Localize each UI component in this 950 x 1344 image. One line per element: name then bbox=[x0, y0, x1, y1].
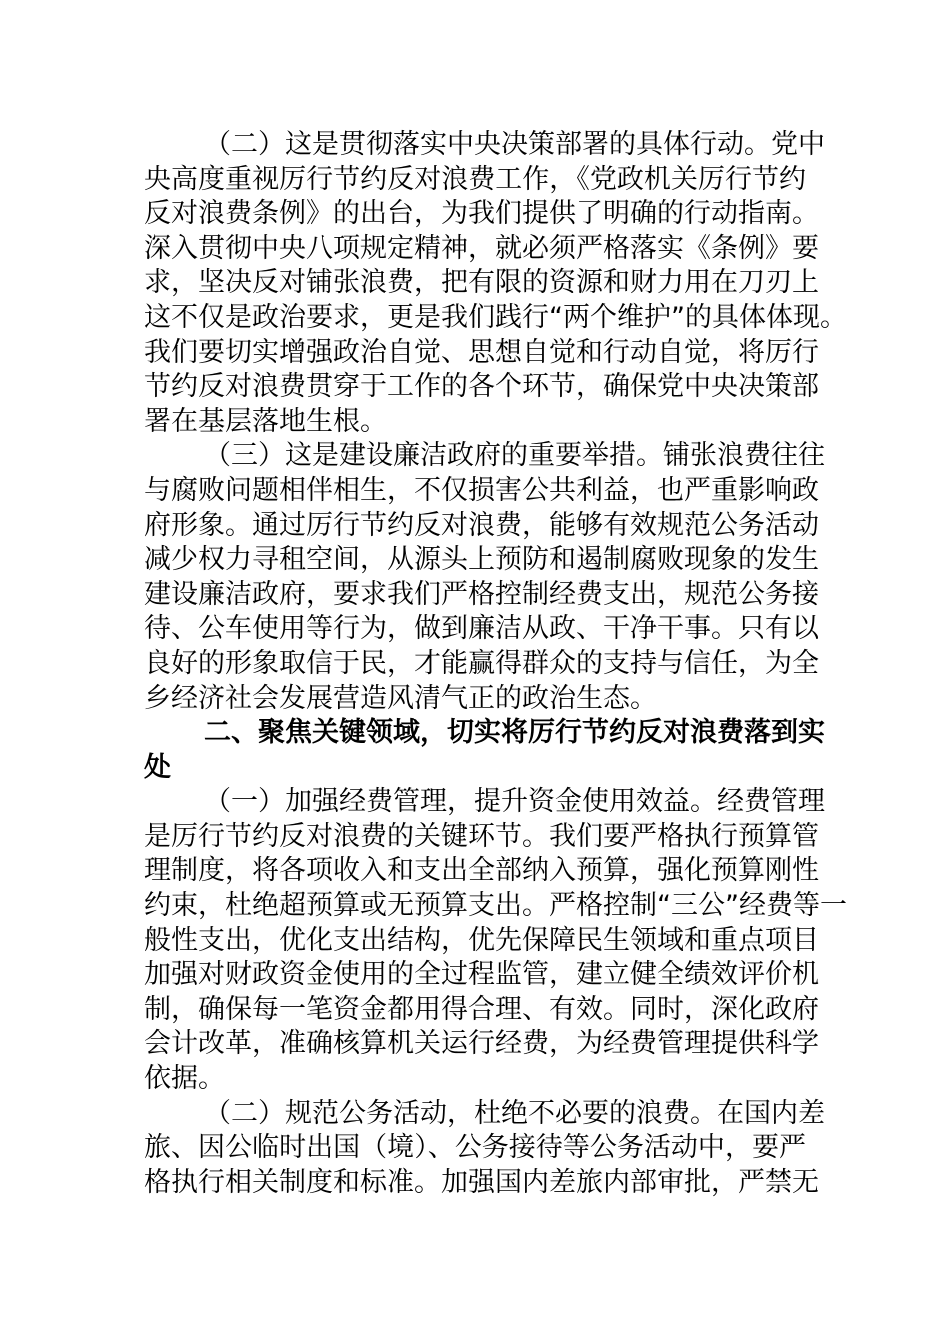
section-heading-line: 二、聚焦关键领域，切实将厉行节约反对浪费落到实 bbox=[204, 717, 825, 749]
section-heading-line: 处 bbox=[144, 751, 171, 783]
paragraph-line: 减少权力寻租空间，从源头上预防和遏制腐败现象的发生 bbox=[144, 544, 819, 576]
paragraph-line: （二）规范公务活动，杜绝不必要的浪费。在国内差 bbox=[204, 1097, 825, 1129]
paragraph-line: 依据。 bbox=[144, 1063, 225, 1095]
paragraph-line: 与腐败问题相伴相生，不仅损害公共利益，也严重影响政 bbox=[144, 474, 819, 506]
paragraph-line: 制，确保每一笔资金都用得合理、有效。同时，深化政府 bbox=[144, 993, 819, 1025]
paragraph-line: （三）这是建设廉洁政府的重要举措。铺张浪费往往 bbox=[204, 440, 825, 472]
paragraph-line: 反对浪费条例》的出台，为我们提供了明确的行动指南。 bbox=[144, 198, 819, 230]
paragraph-line: 这不仅是政治要求，更是我们践行“两个维护”的具体体现。 bbox=[144, 301, 847, 333]
paragraph-line: 求，坚决反对铺张浪费，把有限的资源和财力用在刀刃上 bbox=[144, 267, 819, 299]
paragraph-line: 格执行相关制度和标准。加强国内差旅内部审批，严禁无 bbox=[144, 1166, 819, 1198]
paragraph-line: 旅、因公临时出国（境）、公务接待等公务活动中，要严 bbox=[144, 1132, 806, 1164]
document-body bbox=[144, 128, 847, 1200]
paragraph-line: 会计改革，准确核算机关运行经费，为经费管理提供科学 bbox=[144, 1028, 819, 1060]
paragraph-line: 央高度重视厉行节约反对浪费工作，《党政机关厉行节约 bbox=[144, 163, 806, 195]
paragraph-line: 加强对财政资金使用的全过程监管，建立健全绩效评价机 bbox=[144, 959, 819, 991]
paragraph-line: 理制度，将各项收入和支出全部纳入预算，强化预算刚性 bbox=[144, 855, 819, 887]
paragraph-line: 节约反对浪费贯穿于工作的各个环节，确保党中央决策部 bbox=[144, 371, 819, 403]
paragraph-line: 良好的形象取信于民，才能赢得群众的支持与信任，为全 bbox=[144, 647, 819, 679]
paragraph-line: 待、公车使用等行为，做到廉洁从政、干净干事。只有以 bbox=[144, 613, 819, 645]
paragraph-line: 乡经济社会发展营造风清气正的政治生态。 bbox=[144, 682, 657, 714]
paragraph-line: 府形象。通过厉行节约反对浪费，能够有效规范公务活动 bbox=[144, 509, 819, 541]
paragraph-line: 般性支出，优化支出结构，优先保障民生领域和重点项目 bbox=[144, 924, 819, 956]
paragraph-line: 署在基层落地生根。 bbox=[144, 405, 387, 437]
paragraph-line: 是厉行节约反对浪费的关键环节。我们要严格执行预算管 bbox=[144, 820, 819, 852]
paragraph-line: 深入贯彻中央八项规定精神，就必须严格落实《条例》要 bbox=[144, 232, 819, 264]
paragraph-line: （一）加强经费管理，提升资金使用效益。经费管理 bbox=[204, 786, 825, 818]
paragraph-line: 我们要切实增强政治自觉、思想自觉和行动自觉，将厉行 bbox=[144, 336, 819, 368]
paragraph-line: 建设廉洁政府，要求我们严格控制经费支出，规范公务接 bbox=[144, 578, 819, 610]
paragraph-line: （二）这是贯彻落实中央决策部署的具体行动。党中 bbox=[204, 129, 825, 160]
paragraph-line: 约束，杜绝超预算或无预算支出。严格控制“三公”经费等一 bbox=[144, 890, 847, 922]
